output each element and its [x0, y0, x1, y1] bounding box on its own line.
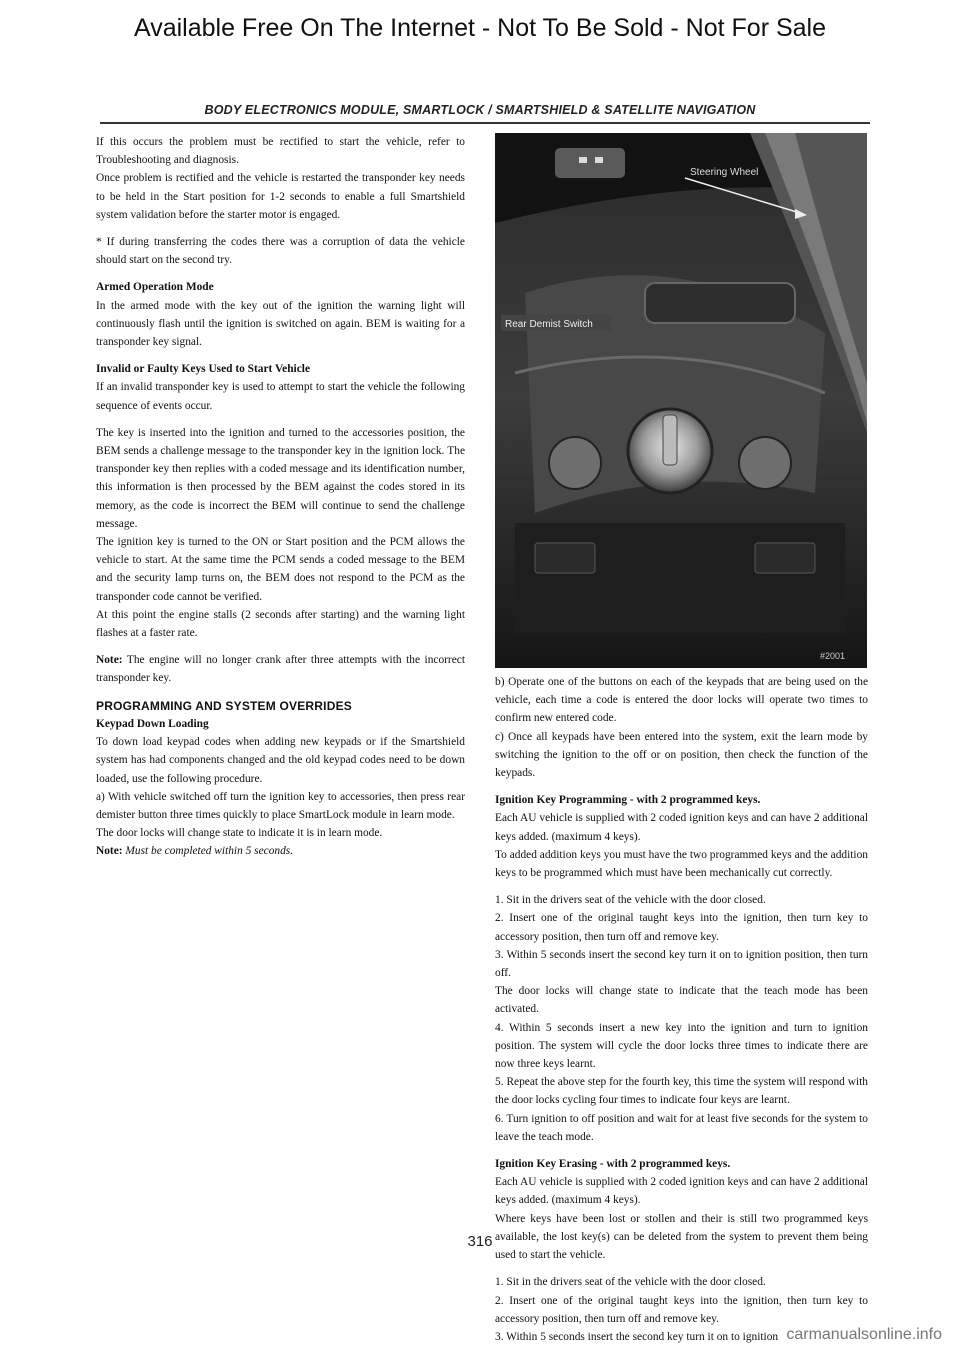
vent-panel	[645, 283, 795, 323]
paragraph: The key is inserted into the ignition and turned to the accessories position, the BEM sends a challenge message to the transponder key in the ignition lock. The transponder key then replies with a coded message and its identification number, this information is then processed by the BEM against the codes stored in its memory, as the code is incorrect the BEM will continue to send the challenge message.	[96, 426, 465, 530]
right-knob	[739, 437, 791, 489]
note	[96, 842, 465, 860]
paragraph: To down load keypad codes when adding new keypads or if the Smartshield system has had components changed and the old keypad codes need to be down loaded, use the following procedure.	[96, 736, 465, 785]
vent-detail	[595, 157, 603, 163]
header-rule	[100, 122, 870, 124]
dashboard-illustration	[495, 133, 867, 668]
paragraph: To added addition keys you must have the two programmed keys and the addition keys to be programmed which must have been mechanically cut correctly.	[495, 848, 868, 880]
step: 2. Insert one of the original taught keys into the ignition, then turn key to accessory position, then turn off and remove key.	[495, 1294, 868, 1325]
paragraph: At this point the engine stalls (2 seconds after starting) and the warning light flashes at a faster rate.	[96, 608, 465, 640]
heading-key-programming: Ignition Key Programming - with 2 programmed keys.	[495, 794, 761, 807]
vent-detail	[579, 157, 587, 163]
step: a) With vehicle switched off turn the ignition key to accessories, then press rear demister button three times quickly to place SmartLock module in learn mode.	[96, 790, 465, 821]
paragraph: If this occurs the problem must be rectified to start the vehicle, refer to Troubleshooting and diagnosis.	[96, 136, 465, 167]
heading-keypad-down-loading: Keypad Down Loading	[96, 717, 209, 730]
paragraph: The door locks will change state to indicate that the teach mode has been activated.	[495, 985, 868, 1016]
paragraph: * If during transferring the codes there was a corruption of data the vehicle should start on the second try.	[96, 236, 465, 267]
running-head: BODY ELECTRONICS MODULE, SMARTLOCK / SMARTSHIELD & SATELLITE NAVIGATION	[204, 103, 756, 117]
step: 1. Sit in the drivers seat of the vehicle with the door closed.	[495, 1276, 766, 1289]
note-text: The engine will no longer crank after three attempts with the incorrect transponder key.	[96, 654, 465, 685]
button-panel	[755, 543, 815, 573]
step: c) Once all keypads have been entered into the system, exit the learn mode by switching the ignition to the off or on position, then check the function of the keypads.	[495, 730, 868, 780]
left-column	[96, 133, 465, 870]
footer-watermark[interactable]: carmanualsonline.info	[786, 1326, 942, 1343]
banner: Available Free On The Internet - Not To Be Sold - Not For Sale	[133, 14, 827, 42]
lower-console	[515, 523, 845, 633]
step: 3. Within 5 seconds insert the second key turn it on to ignition position, then turn off.	[495, 948, 868, 980]
button-panel	[535, 543, 595, 573]
paragraph: If an invalid transponder key is used to attempt to start the vehicle the following sequence of events occur.	[96, 381, 465, 412]
paragraph: Once problem is rectified and the vehicle is restarted the transponder key needs to be held in the Start position for 1-2 seconds to enable a full Smartshield system validation before the starter motor is engaged.	[96, 172, 465, 221]
step: 2. Insert one of the original taught keys into the ignition, then turn key to accessory position, then turn off and remove key.	[495, 912, 868, 943]
note-text: Must be completed within 5 seconds.	[122, 845, 294, 858]
paragraph: Where keys have been lost or stollen and their is still two programmed keys available, the lost key(s) can be deleted from the system to prevent them being used to start the vehicle.	[495, 1212, 868, 1262]
heading-programming: PROGRAMMING AND SYSTEM OVERRIDES	[96, 698, 352, 713]
heading-invalid-keys: Invalid or Faulty Keys Used to Start Vehicle	[96, 363, 311, 376]
photo-code: #2001	[820, 651, 846, 661]
step: 5. Repeat the above step for the fourth key, this time the system will respond with the door locks cycling four times to indicate four keys are learnt.	[495, 1076, 868, 1107]
step: 1. Sit in the drivers seat of the vehicle with the door closed.	[495, 894, 766, 907]
knob-grip	[663, 415, 677, 465]
label-steering-wheel: Steering Wheel	[690, 167, 759, 178]
paragraph: Each AU vehicle is supplied with 2 coded ignition keys and can have 2 additional keys added. (maximum 4 keys).	[495, 1176, 868, 1207]
left-knob	[549, 437, 601, 489]
heading-armed-operation: Armed Operation Mode	[96, 281, 214, 294]
page-number: 316	[467, 1233, 493, 1250]
vent	[555, 148, 625, 178]
label-rear-demist: Rear Demist Switch	[505, 319, 593, 330]
paragraph: In the armed mode with the key out of the ignition the warning light will continuously flash until the ignition is switched on again. BEM is waiting for a transponder key signal.	[96, 299, 465, 349]
note	[96, 651, 465, 687]
dashboard-photo	[495, 133, 867, 668]
paragraph: The ignition key is turned to the ON or Start position and the PCM allows the vehicle to start. At the same time the PCM sends a coded message to the BEM and the security lamp turns on, the BEM does not respond to the PCM as the transponder code cannot be verified.	[96, 536, 465, 603]
step: 4. Within 5 seconds insert a new key into the ignition and turn to ignition position. The system will cycle the door locks three times to indicate there are now three keys learnt.	[495, 1021, 868, 1071]
paragraph: Each AU vehicle is supplied with 2 coded ignition keys and can have 2 additional keys added. (maximum 4 keys).	[495, 812, 868, 843]
step: b) Operate one of the buttons on each of the keypads that are being used on the vehicle, each time a code is entered the door locks will operate two times to confirm new entered code.	[495, 676, 868, 725]
note-label: Note:	[96, 845, 123, 858]
heading-key-erasing: Ignition Key Erasing - with 2 programmed keys.	[495, 1158, 731, 1171]
step: 3. Within 5 seconds insert the second key turn it on to ignition	[495, 1330, 779, 1343]
note-label: Note:	[96, 654, 123, 667]
paragraph: The door locks will change state to indicate it is in learn mode.	[96, 827, 383, 840]
step: 6. Turn ignition to off position and wait for at least five seconds for the system to leave the teach mode.	[495, 1112, 868, 1143]
